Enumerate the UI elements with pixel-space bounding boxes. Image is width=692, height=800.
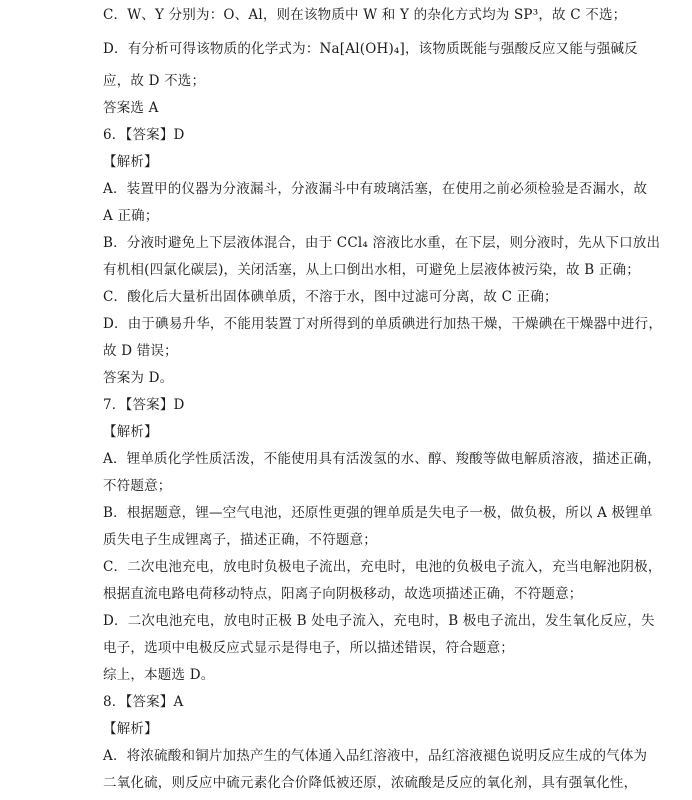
line-d-formula xyxy=(103,40,638,58)
q7-option-d: D．二次电池充电，放电时正极 B 处电子流入，充电时，B 极电子流出，发生氧化反应，失 xyxy=(103,613,655,629)
line-answer-a: 答案选 A xyxy=(103,100,159,116)
q7-answer-heading: 7．【答案】D xyxy=(103,397,185,413)
q7-option-b-cont: 质失电子生成锂离子，描述正确，不符题意； xyxy=(103,532,377,548)
q6-answer-heading: 6．【答案】D xyxy=(103,127,185,143)
q7-option-c: C．二次电池充电，放电时负极电子流出，充电时，电池的负极电子流入，充当电解池阴极， xyxy=(103,559,662,575)
q6-option-d: D．由于碘易升华，不能用装置丁对所得到的单质碘进行加热干燥，干燥碘在干燥器中进行， xyxy=(103,316,663,332)
q7-option-a: A．锂单质化学性质活泼，不能使用具有活泼氢的水、醇、羧酸等做电解质溶液，描述正确， xyxy=(103,451,661,467)
q7-option-d-cont: 电子，选项中电极反应式显示是得电子，所以描述错误，符合题意； xyxy=(103,640,514,656)
line-d-formula-suffix: ，该物质既能与强酸反应又能与强碱反 xyxy=(404,41,638,57)
q6-analysis-heading: 【解析】 xyxy=(103,154,158,170)
line-d-formula-prefix: D．有分析可得该物质的化学式为：Na xyxy=(103,41,340,57)
q6-option-a-cont: A 正确； xyxy=(103,208,159,224)
q7-option-b: B．根据题意，锂—空气电池，还原性更强的锂单质是失电子一极，做负极，所以 A 极锂单 xyxy=(103,505,653,521)
q6-option-b-cont: 有机相(四氯化碳层)，关闭活塞，从上口倒出水相，可避免上层液体被污染，故 B 正确； xyxy=(103,262,640,278)
q6-option-a: A．装置甲的仪器为分液漏斗，分液漏斗中有玻璃活塞，在使用之前必须检验是否漏水，故 xyxy=(103,181,648,197)
q7-conclusion: 综上，本题选 D。 xyxy=(103,667,215,683)
q7-option-c-cont: 根据直流电路电荷移动特点，阳离子向阴极移动，故选项描述正确，不符题意； xyxy=(103,586,583,602)
q8-option-a-cont: 二氧化硫，则反应中硫元素化合价降低被还原，浓硫酸是反应的氧化剂，具有强氧化性， xyxy=(103,775,638,791)
q8-analysis-heading: 【解析】 xyxy=(103,721,158,737)
line-d-continued: 应，故 D 不选； xyxy=(103,73,206,89)
q8-answer-heading: 8．【答案】A xyxy=(103,694,184,710)
q6-conclusion: 答案为 D。 xyxy=(103,370,174,386)
q7-option-a-cont: 不符题意； xyxy=(103,478,172,494)
q8-option-a: A．将浓硫酸和铜片加热产生的气体通入品红溶液中，品红溶液褪色说明反应生成的气体为 xyxy=(103,748,648,764)
chemical-formula-bracket: [Al(OH)₄] xyxy=(339,41,405,57)
q6-option-d-cont: 故 D 错误； xyxy=(103,343,178,359)
line-c-w-y: C．W、Y 分别为：O、Al，则在该物质中 W 和 Y 的杂化方式均为 SP³，故 C 不选； xyxy=(103,7,627,23)
q6-option-b: B．分液时避免上下层液体混合，由于 CCl₄ 溶液比水重，在下层，则分液时，先从下口放出 xyxy=(103,235,661,251)
q7-analysis-heading: 【解析】 xyxy=(103,424,158,440)
q6-option-c: C．酸化后大量析出固体碘单质，不溶于水，图中过滤可分离，故 C 正确； xyxy=(103,289,558,305)
